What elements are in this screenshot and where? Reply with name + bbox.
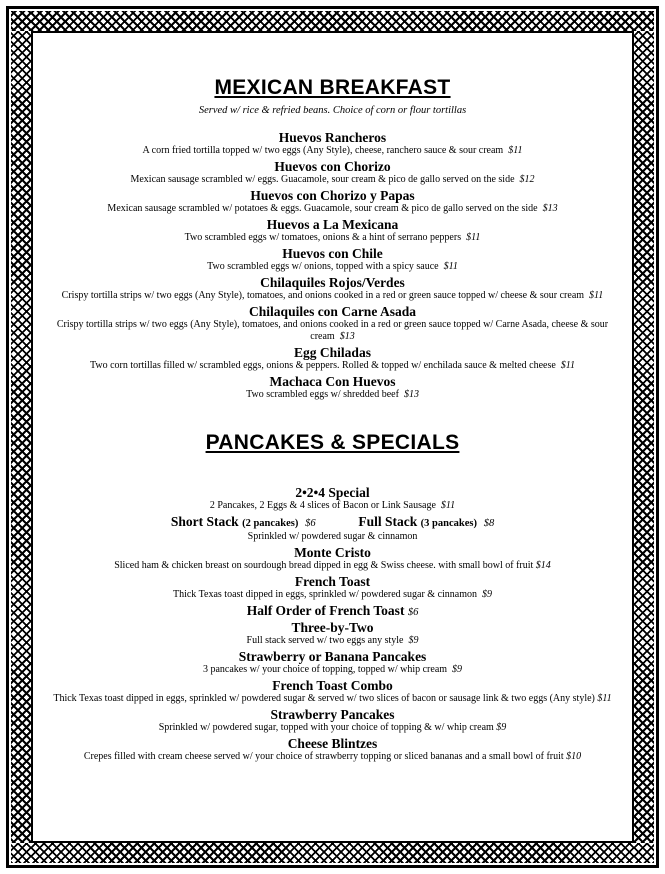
full-stack-qty: (3 pancakes): [420, 518, 477, 529]
item-name: Huevos con Chorizo y Papas: [250, 188, 415, 203]
item-desc: 3 pancakes w/ your choice of topping, topped w/ whip cream $9: [202, 664, 463, 675]
pancakes-items: [40, 485, 625, 763]
item-desc: Sprinkled w/ powdered sugar, topped with your choice of topping & w/ whip cream $9: [158, 722, 507, 733]
item-name: Three-by-Two: [291, 620, 374, 635]
item-name: Huevos con Chorizo: [274, 159, 391, 174]
item-price: $11: [443, 261, 458, 272]
menu-item: [40, 545, 625, 572]
item-desc: Full stack served w/ two eggs any style $9: [246, 635, 419, 646]
item-desc: 2 Pancakes, 2 Eggs & 4 slices of Bacon or Link Sausage $11: [209, 500, 456, 511]
item-name: Chilaquiles Rojos/Verdes: [260, 275, 405, 290]
item-desc: A corn fried tortilla topped w/ two eggs (Any Style), cheese, ranchero sauce & sour cream $11: [142, 145, 523, 156]
menu-item: [40, 159, 625, 186]
short-stack-name: Short Stack: [170, 514, 239, 529]
item-price: $11: [589, 290, 604, 301]
stack-row: [40, 514, 625, 531]
item-price: $13: [403, 389, 419, 400]
item-price: $9: [496, 722, 507, 733]
half-order-name: Half Order of French Toast: [246, 603, 405, 618]
item-name: Strawberry or Banana Pancakes: [238, 649, 427, 664]
menu-item: [40, 304, 625, 343]
menu-item: [40, 345, 625, 372]
half-order-price: $6: [407, 607, 419, 618]
item-desc: Mexican sausage scrambled w/ potatoes & eggs. Guacamole, sour cream & pico de gallo served on the side $13: [107, 203, 558, 214]
item-desc: Two scrambled eggs w/ shredded beef $13: [246, 389, 419, 400]
item-price: $12: [519, 174, 535, 185]
mexican-items: [40, 130, 625, 401]
item-price: $10: [566, 751, 582, 762]
menu-item: [40, 649, 625, 676]
menu-item: [40, 620, 625, 647]
item-price: $9: [452, 664, 463, 675]
item-price: $13: [339, 331, 355, 342]
item-name: Machaca Con Huevos: [269, 374, 396, 389]
menu-item: [40, 246, 625, 273]
item-name: Huevos Rancheros: [278, 130, 387, 145]
item-desc: Two scrambled eggs w/ tomatoes, onions & a hint of serrano peppers $11: [184, 232, 481, 243]
item-price: $11: [440, 500, 456, 511]
menu-item: [40, 485, 625, 512]
item-desc: Two corn tortillas filled w/ scrambled eggs, onions & peppers. Rolled & topped w/ enchilada sauce & melted cheese $11: [89, 360, 576, 371]
item-name: 2•2•4 Special: [295, 485, 370, 500]
item-name: Cheese Blintzes: [287, 736, 378, 751]
item-desc: Crepes filled with cream cheese served w/ your choice of strawberry topping or sliced bananas and a small bowl of fruit $10: [83, 751, 582, 762]
item-desc: Sliced ham & chicken breast on sourdough bread dipped in egg & Swiss cheese. with small bowl of fruit $14: [114, 560, 551, 571]
menu-item: [40, 275, 625, 302]
item-desc: Two scrambled eggs w/ onions, topped with a spicy sauce $11: [207, 261, 458, 272]
menu-item: [40, 217, 625, 244]
item-desc: Thick Texas toast dipped in eggs, sprinkled w/ powdered sugar & cinnamon $9: [172, 589, 493, 600]
menu-item: [40, 374, 625, 401]
item-price: $13: [542, 203, 558, 214]
menu-content: [40, 40, 625, 765]
item-desc: Crispy tortilla strips w/ two eggs (Any Style), tomatoes, and onions cooked in a red or green sauce topped w/ cheese & sour cream $11: [61, 290, 604, 301]
item-price: $11: [597, 693, 612, 704]
half-order-row: [40, 603, 625, 620]
short-stack-qty: (2 pancakes): [242, 518, 299, 529]
menu-item: [40, 188, 625, 215]
menu-item: [40, 736, 625, 763]
stack-desc: Sprinkled w/ powdered sugar & cinnamon: [247, 531, 418, 542]
item-desc: Crispy tortilla strips w/ two eggs (Any Style), tomatoes, and onions cooked in a red or green sauce topped w/ Carne Asada, cheese & sour cream $13: [56, 319, 609, 342]
item-price: $14: [535, 560, 551, 571]
item-name: French Toast Combo: [272, 678, 393, 693]
pancakes-specials-title: PANCAKES & SPECIALS: [205, 431, 460, 454]
item-name: Egg Chiladas: [294, 345, 371, 360]
item-price: $11: [560, 360, 576, 371]
full-stack-price: $8: [483, 518, 495, 529]
menu-item: [40, 707, 625, 734]
item-price: $11: [508, 145, 523, 156]
short-stack-price: $6: [305, 518, 316, 529]
item-price: $11: [466, 232, 481, 243]
item-desc: Thick Texas toast dipped in eggs, sprinkled w/ powdered sugar & served w/ two slices of bacon or sausage link & two eggs (Any style) $11: [53, 693, 612, 704]
item-name: French Toast: [294, 574, 371, 589]
menu-item: [40, 130, 625, 157]
item-desc: Mexican sausage scrambled w/ eggs. Guacamole, sour cream & pico de gallo served on the side $12: [130, 174, 535, 185]
menu-item: [40, 678, 625, 705]
item-price: $9: [408, 635, 419, 646]
item-name: Huevos con Chile: [282, 246, 383, 261]
menu-item: [40, 574, 625, 601]
mexican-breakfast-title: MEXICAN BREAKFAST: [214, 76, 451, 99]
item-name: Huevos a La Mexicana: [266, 217, 399, 232]
item-name: Monte Cristo: [294, 545, 371, 560]
item-price: $9: [482, 589, 493, 600]
item-name: Strawberry Pancakes: [270, 707, 395, 722]
item-name: Chilaquiles con Carne Asada: [249, 304, 416, 319]
full-stack-name: Full Stack: [358, 514, 418, 529]
mexican-breakfast-subtitle: Served w/ rice & refried beans. Choice of corn or flour tortillas: [198, 105, 467, 116]
